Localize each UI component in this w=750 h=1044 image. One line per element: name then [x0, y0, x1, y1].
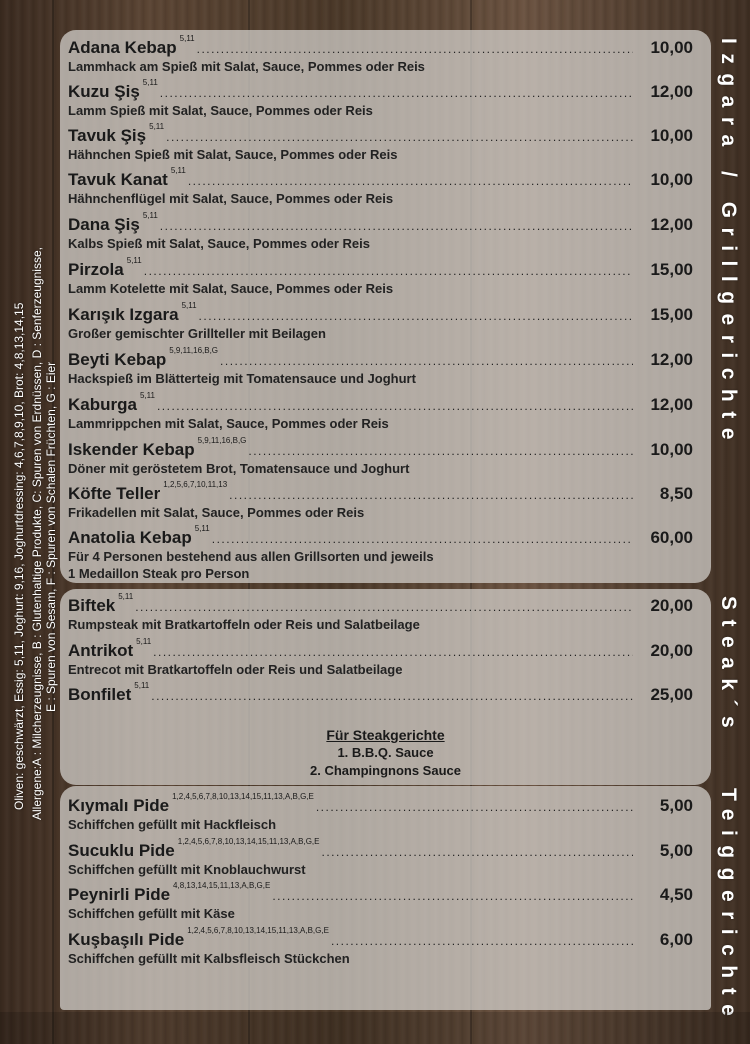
dot-leader — [166, 130, 633, 144]
item-price: 12,00 — [650, 215, 693, 234]
item-price: 15,00 — [650, 305, 693, 324]
item-name: Kuzu Şiş — [68, 82, 140, 101]
item-allergen-codes: 5,11 — [142, 211, 158, 220]
menu-item — [68, 34, 693, 75]
item-price: 60,00 — [650, 528, 693, 547]
dot-leader — [229, 488, 633, 502]
dot-leader — [135, 600, 633, 614]
item-name: Kuşbaşılı Pide — [68, 930, 185, 949]
item-name: Kıymalı Pide — [68, 796, 170, 815]
allergen-line-3: E : Spuren von Sesam, F : Spuren von Schalen Früchten, G : Eier — [44, 361, 58, 712]
item-name: Adana Kebap — [68, 38, 177, 57]
menu-item — [68, 524, 693, 582]
item-price: 10,00 — [650, 126, 693, 145]
section-title-pide: Teiggerichte — [717, 788, 740, 1026]
item-name: Tavuk Kanat — [68, 170, 168, 189]
item-description: Lamm Spieß mit Salat, Sauce, Pommes oder Reis — [68, 103, 373, 118]
dot-leader — [199, 309, 633, 323]
item-allergen-codes: 5,11 — [181, 301, 197, 310]
item-allergen-codes: 5,11 — [139, 391, 155, 400]
dot-leader — [160, 86, 633, 100]
item-description: Für 4 Personen bestehend aus allen Grillsorten und jeweils — [68, 549, 434, 564]
menu-item — [68, 436, 693, 477]
dot-leader — [188, 174, 633, 188]
item-name: Pirzola — [68, 260, 124, 279]
menu-item — [68, 256, 693, 297]
item-price: 25,00 — [650, 685, 693, 704]
item-description: Schiffchen gefüllt mit Käse — [68, 906, 235, 921]
menu-item — [68, 637, 693, 678]
menu-item — [68, 78, 693, 119]
item-name: Anatolia Kebap — [68, 528, 192, 547]
item-price: 5,00 — [659, 796, 693, 815]
item-allergen-codes: 4,8,13,14,15,11,13,A,B,G,E — [173, 881, 271, 890]
menu-item — [68, 346, 693, 387]
item-name: Kaburga — [68, 395, 137, 414]
item-name: Köfte Teller — [68, 484, 161, 503]
dot-leader — [316, 800, 633, 814]
item-description: Großer gemischter Grillteller mit Beilagen — [68, 326, 326, 341]
item-description-line-2: 1 Medaillon Steak pro Person — [68, 566, 250, 581]
item-allergen-codes: 5,11 — [134, 681, 150, 690]
item-name: Karışık Izgara — [68, 305, 179, 324]
item-name: Beyti Kebap — [68, 350, 167, 369]
item-description: Entrecot mit Bratkartoffeln oder Reis und Salatbeilage — [68, 662, 403, 677]
allergen-line-2: Allergene:A : Milcherzeugnisse, B : Glutenhaltige Produkte, C: Spuren von Erdnüssen, D : Senferzeugnisse, — [30, 247, 44, 820]
item-allergen-codes: 5,9,11,16,B,G — [197, 436, 247, 445]
wood-bottom-strip — [0, 1012, 750, 1044]
menu-item — [68, 792, 693, 833]
pide-section-panel — [60, 786, 711, 1010]
item-description: Lammrippchen mit Salat, Sauce, Pommes oder Reis — [68, 416, 389, 431]
item-description: Hähnchen Spieß mit Salat, Sauce, Pommes oder Reis — [68, 147, 398, 162]
dot-leader — [212, 532, 633, 546]
dot-leader — [331, 934, 633, 948]
dot-leader — [160, 219, 633, 233]
item-price: 12,00 — [650, 82, 693, 101]
steak-note-title: Für Steakgerichte — [326, 727, 445, 743]
item-name: Bonfilet — [68, 685, 132, 704]
dot-leader — [220, 354, 633, 368]
item-price: 6,00 — [659, 930, 693, 949]
steak-section-panel — [60, 589, 711, 785]
menu-item — [68, 837, 693, 878]
item-allergen-codes: 5,11 — [118, 592, 134, 601]
item-allergen-codes: 5,11 — [170, 166, 186, 175]
menu-item — [68, 926, 693, 967]
menu-item — [68, 301, 693, 342]
item-name: Tavuk Şiş — [68, 126, 147, 145]
item-description: Frikadellen mit Salat, Sauce, Pommes oder Reis — [68, 505, 365, 520]
item-price: 4,50 — [659, 885, 693, 904]
item-allergen-codes: 1,2,5,6,7,10,11,13 — [163, 480, 228, 489]
dot-leader — [153, 645, 633, 659]
item-price: 12,00 — [650, 350, 693, 369]
item-name: Biftek — [68, 596, 116, 615]
item-description: Hackspieß im Blätterteig mit Tomatensauce und Joghurt — [68, 371, 416, 386]
item-allergen-codes: 1,2,4,5,6,7,8,10,13,14,15,11,13,A,B,G,E — [172, 792, 314, 801]
steak-sauce-note — [60, 726, 711, 780]
item-allergen-codes: 5,11 — [194, 524, 210, 533]
item-price: 12,00 — [650, 395, 693, 414]
item-price: 10,00 — [650, 440, 693, 459]
item-description: Schiffchen gefüllt mit Kalbsfleisch Stückchen — [68, 951, 350, 966]
item-price: 15,00 — [650, 260, 693, 279]
menu-item — [68, 681, 693, 705]
item-description: Rumpsteak mit Bratkartoffeln oder Reis und Salatbeilage — [68, 617, 420, 632]
section-title-steak: Steak´s — [717, 596, 740, 738]
item-description: Lamm Kotelette mit Salat, Sauce, Pommes oder Reis — [68, 281, 394, 296]
allergen-info — [0, 0, 58, 820]
item-allergen-codes: 5,11 — [142, 78, 158, 87]
menu-item — [68, 881, 693, 922]
menu-item — [68, 480, 693, 521]
item-price: 8,50 — [659, 484, 693, 503]
dot-leader — [272, 889, 633, 903]
item-name: Antrikot — [68, 641, 134, 660]
item-description: Kalbs Spieß mit Salat, Sauce, Pommes oder Reis — [68, 236, 370, 251]
menu-item — [68, 592, 693, 633]
menu-item — [68, 122, 693, 163]
item-allergen-codes: 5,11 — [179, 34, 195, 43]
allergen-line-1: Oliven: geschwärzt, Essig: 5,11, Joghurt: 9,16, Joghurtdressing: 4,6,7,8,9,10, Brot: 4,8,13,14,15 — [12, 302, 26, 810]
item-name: Sucuklu Pide — [68, 841, 175, 860]
item-price: 10,00 — [650, 170, 693, 189]
section-title-grill: Izgara / Grillgerichte — [717, 38, 740, 449]
item-name: Peynirli Pide — [68, 885, 171, 904]
item-description: Schiffchen gefüllt mit Knoblauchwurst — [68, 862, 306, 877]
dot-leader — [248, 444, 633, 458]
dot-leader — [144, 264, 633, 278]
item-description: Hähnchenflügel mit Salat, Sauce, Pommes oder Reis — [68, 191, 394, 206]
item-price: 20,00 — [650, 641, 693, 660]
item-price: 10,00 — [650, 38, 693, 57]
steak-note-line: 1. B.B.Q. Sauce — [337, 745, 434, 760]
item-price: 20,00 — [650, 596, 693, 615]
item-allergen-codes: 5,11 — [136, 637, 152, 646]
dot-leader — [197, 42, 633, 56]
menu-item — [68, 166, 693, 207]
grill-section-panel — [60, 30, 711, 583]
item-description: Döner mit geröstetem Brot, Tomatensauce und Joghurt — [68, 461, 410, 476]
steak-note-line: 2. Champingnons Sauce — [310, 763, 461, 778]
dot-leader — [151, 689, 633, 703]
item-name: Dana Şiş — [68, 215, 140, 234]
item-description: Lammhack am Spieß mit Salat, Sauce, Pommes oder Reis — [68, 59, 425, 74]
dot-leader — [157, 399, 633, 413]
item-price: 5,00 — [659, 841, 693, 860]
menu-item — [68, 391, 693, 432]
item-description: Schiffchen gefüllt mit Hackfleisch — [68, 817, 277, 832]
item-allergen-codes: 5,11 — [126, 256, 142, 265]
item-allergen-codes: 1,2,4,5,6,7,8,10,13,14,15,11,13,A,B,G,E — [187, 926, 329, 935]
item-allergen-codes: 1,2,4,5,6,7,8,10,13,14,15,11,13,A,B,G,E — [177, 837, 320, 846]
item-name: Iskender Kebap — [68, 440, 195, 459]
item-allergen-codes: 5,9,11,16,B,G — [169, 346, 219, 355]
item-allergen-codes: 5,11 — [149, 122, 165, 131]
dot-leader — [321, 845, 633, 859]
menu-item — [68, 211, 693, 252]
